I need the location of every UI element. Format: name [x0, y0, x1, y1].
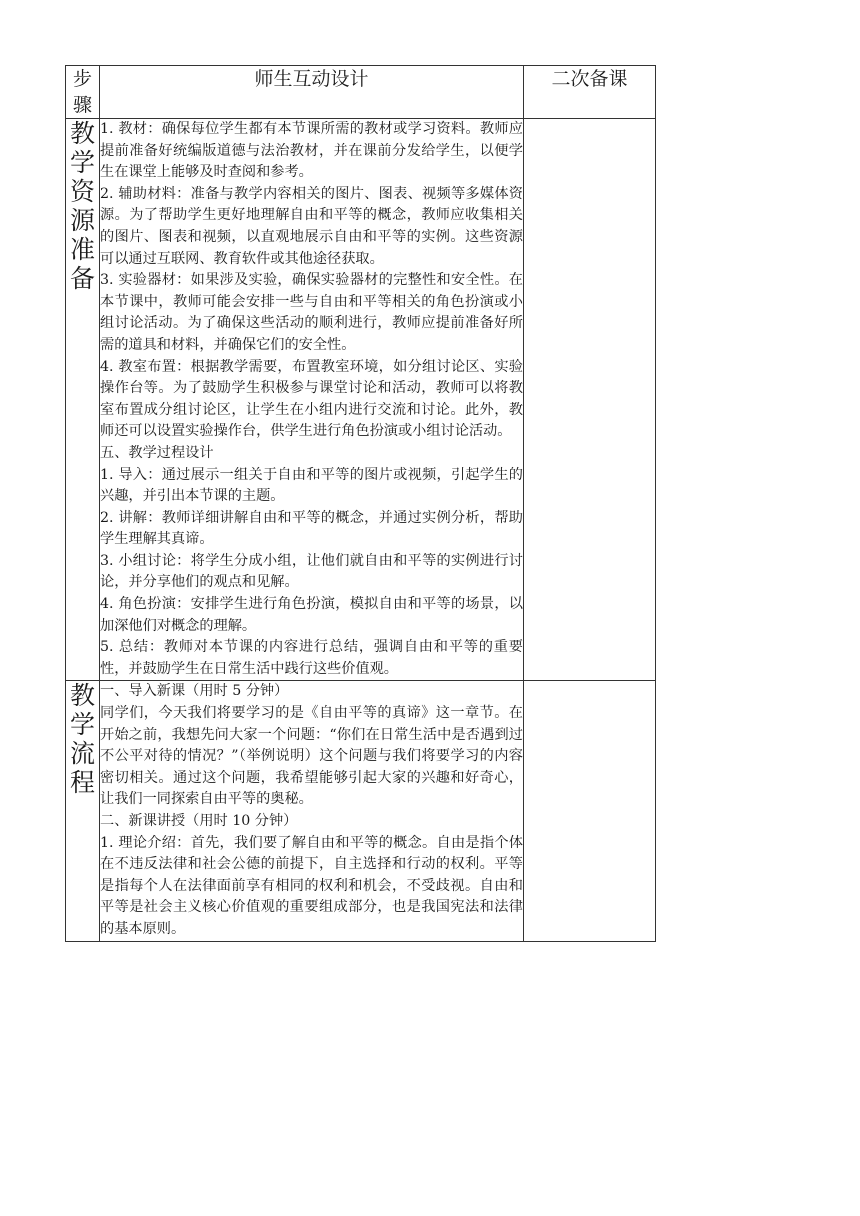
step-cell-flow	[66, 681, 100, 941]
paragraph: 2. 辅助材料：准备与教学内容相关的图片、图表、视频等多媒体资源。为了帮助学生更好地理解自由和平等的概念，教师应收集相关的图片、图表和视频，以直观地展示自由和平等的实例。这些资源可以通过互联网、教育软件或其他途径获取。	[100, 185, 523, 267]
step-label-char: 源	[69, 206, 95, 235]
paragraph: 3. 小组讨论：将学生分成小组，让他们就自由和平等的实例进行讨论，并分享他们的观点和见解。	[100, 552, 523, 591]
content-cell-flow	[100, 681, 524, 941]
step-label-char: 资	[69, 177, 95, 206]
step-label-resources	[66, 119, 99, 293]
prep-header-text: 二次备课	[551, 68, 628, 90]
paragraph: 5. 总结：教师对本节课的内容进行总结，强调自由和平等的重要性，并鼓励学生在日常生活中践行这些价值观。	[100, 639, 523, 677]
step-label-char: 教	[69, 681, 95, 711]
step-header-text: 步骤	[72, 68, 92, 116]
step-label-char: 准	[69, 235, 95, 264]
paragraph: 1. 理论介绍：首先，我们要了解自由和平等的概念。自由是指个体在不违反法律和社会公德的前提下，自主选择和行动的权利。平等是指每个人在法律面前享有相同的权利和机会，不受歧视。自由和平等是社会主义核心价值观的重要组成部分，也是我国宪法和法律的基本原则。	[100, 834, 523, 937]
paragraph: 3. 实验器材：如果涉及实验，确保实验器材的完整性和安全性。在本节课中，教师可能会安排一些与自由和平等相关的角色扮演或小组讨论活动。为了确保这些活动的顺利进行，教师应提前准备好所需的道具和材料，并确保它们的安全性。	[100, 272, 523, 353]
header-row	[66, 66, 656, 119]
paragraph: 4. 教室布置：根据教学需要，布置教室环境，如分组讨论区、实验操作台等。为了鼓励学生积极参与课堂讨论和活动，教师可以将教室布置成分组讨论区，让学生在小组内进行交流和讨论。此外，教师还可以设置实验操作台，供学生进行角色扮演或小组讨论活动。	[100, 358, 523, 440]
step-label-char: 流	[69, 739, 95, 769]
paragraph: 4. 角色扮演：安排学生进行角色扮演，模拟自由和平等的场景，以加深他们对概念的理解。	[100, 596, 523, 634]
design-column-header	[100, 66, 524, 119]
section-row-resources	[66, 119, 656, 681]
step-label-char: 备	[69, 264, 95, 293]
paragraph: 1. 教材：确保每位学生都有本节课所需的教材或学习资料。教师应提前准备好统编版道德与法治教材，并在课前分发给学生，以便学生在课堂上能够及时查阅和参考。	[100, 121, 523, 181]
step-label-char: 学	[69, 148, 95, 177]
step-cell-resources	[66, 119, 100, 681]
design-header-text: 师生互动设计	[254, 68, 369, 90]
step-label-char: 教	[69, 119, 95, 148]
prep-column-header	[524, 66, 656, 119]
section-heading: 一、导入新课（用时 5 分钟）	[100, 683, 289, 700]
section-heading: 五、教学过程设计	[100, 444, 214, 461]
step-column-header	[66, 66, 100, 119]
paragraph: 同学们，今天我们将要学习的是《自由平等的真谛》这一章节。在开始之前，我想先问大家一个问题：“你们在日常生活中是否遇到过不公平对待的情况？”（举例说明）这个问题与我们将要学习的内容密切相关。通过这个问题，我希望能够引起大家的兴趣和好奇心，让我们一同探索自由平等的奥秘。	[100, 705, 523, 808]
content-cell-resources	[100, 119, 524, 681]
prep-cell-flow	[524, 681, 656, 941]
section-heading: 二、新课讲授（用时 10 分钟）	[100, 813, 298, 829]
prep-cell-resources	[524, 119, 656, 681]
step-label-char: 程	[69, 768, 95, 798]
step-label-flow	[66, 681, 99, 797]
lesson-plan-table	[65, 65, 656, 942]
paragraph: 1. 导入：通过展示一组关于自由和平等的图片或视频，引起学生的兴趣，并引出本节课的主题。	[100, 466, 523, 505]
step-label-char: 学	[69, 710, 95, 740]
paragraph: 2. 讲解：教师详细讲解自由和平等的概念，并通过实例分析，帮助学生理解其真谛。	[100, 509, 523, 548]
section-row-flow	[66, 681, 656, 941]
